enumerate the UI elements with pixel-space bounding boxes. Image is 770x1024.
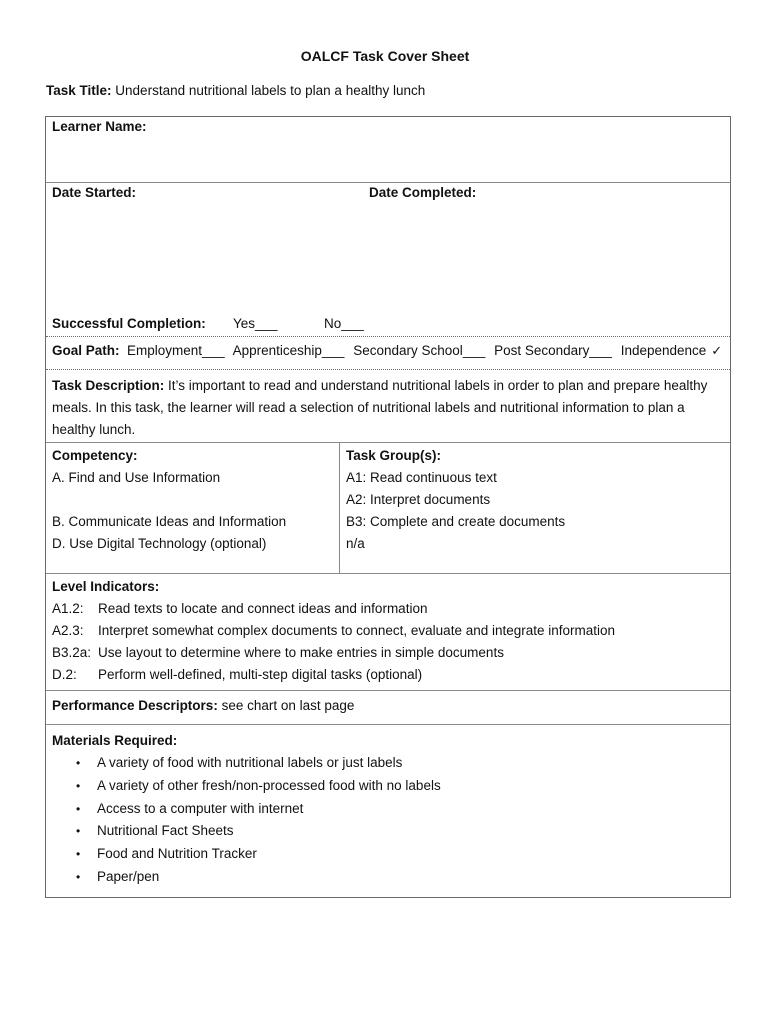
dates-completion-row <box>46 183 730 337</box>
level-text: Use layout to determine where to make entries in simple documents <box>98 645 504 660</box>
list-item: • A variety of other fresh/non-processed food with no labels <box>52 775 724 798</box>
goal-path-post-secondary[interactable]: Post Secondary___ <box>494 343 612 358</box>
level-code: A2.3: <box>52 623 84 638</box>
performance-descriptors-row <box>46 691 730 725</box>
level-code: D.2: <box>52 667 77 682</box>
competency-a: A. Find and Use Information <box>52 470 221 485</box>
level-text: Read texts to locate and connect ideas and information <box>98 601 428 616</box>
task-title <box>46 83 425 98</box>
task-description-text: It’s important to read and understand nutritional labels in order to plan and prepare healthy meals. In this task, the learner will read a selection of nutritional labels and nutritional information to plan a healthy lunch. <box>52 378 708 437</box>
list-item: • A variety of food with nutritional labels or just labels <box>52 752 724 775</box>
bullet-icon: • <box>76 824 81 839</box>
no-option[interactable]: No___ <box>324 316 364 331</box>
performance-label: Performance Descriptors: <box>52 698 218 713</box>
bullet-icon: • <box>76 847 81 862</box>
bullet-icon: • <box>76 869 81 884</box>
task-description-row <box>46 370 730 443</box>
goal-path-label: Goal Path: <box>52 343 120 358</box>
learner-name-row[interactable] <box>46 117 730 183</box>
level-indicators-row <box>46 574 730 691</box>
level-indicators-label: Level Indicators: <box>52 579 160 594</box>
page-title: OALCF Task Cover Sheet <box>300 48 470 64</box>
list-item: • Nutritional Fact Sheets <box>52 820 724 843</box>
materials-list <box>52 752 724 889</box>
bullet-icon: • <box>76 801 81 816</box>
level-code: B3.2a: <box>52 645 92 660</box>
checkmark-icon: ✓ <box>711 344 723 359</box>
materials-row <box>46 725 730 897</box>
bullet-icon: • <box>76 778 81 793</box>
task-title-label: Task Title: <box>46 83 112 98</box>
goal-path-independence[interactable] <box>621 343 728 358</box>
task-group-a2: A2: Interpret documents <box>346 492 491 507</box>
task-group-b3: B3: Complete and create documents <box>346 514 566 529</box>
task-group-a1: A1: Read continuous text <box>346 470 497 485</box>
performance-text: see chart on last page <box>221 698 355 713</box>
goal-path-secondary-school[interactable]: Secondary School___ <box>353 343 486 358</box>
task-description-label: Task Description: <box>52 378 165 393</box>
cover-sheet-form <box>45 116 731 898</box>
goal-path-apprenticeship[interactable]: Apprenticeship___ <box>232 343 345 358</box>
learner-name-label: Learner Name: <box>52 119 147 134</box>
goal-path-employment[interactable]: Employment___ <box>127 343 225 358</box>
level-indicator <box>52 620 724 642</box>
competency-label: Competency: <box>52 448 138 463</box>
competency-row <box>46 443 730 574</box>
level-text: Perform well-defined, multi-step digital tasks (optional) <box>98 667 423 682</box>
list-item: • Paper/pen <box>52 866 724 889</box>
level-indicator <box>52 664 724 686</box>
competency-d: D. Use Digital Technology (optional) <box>52 536 267 551</box>
date-completed-label: Date Completed: <box>369 185 477 200</box>
goal-path-row <box>46 337 730 370</box>
list-item: • Access to a computer with internet <box>52 798 724 821</box>
level-code: A1.2: <box>52 601 84 616</box>
level-text: Interpret somewhat complex documents to connect, evaluate and integrate information <box>98 623 616 638</box>
goal-path-independence-label: Independence <box>620 343 707 358</box>
bullet-icon: • <box>76 756 81 770</box>
date-started-label: Date Started: <box>52 185 137 200</box>
task-title-value: Understand nutritional labels to plan a healthy lunch <box>115 83 426 98</box>
yes-option[interactable]: Yes___ <box>233 316 278 331</box>
competency-b: B. Communicate Ideas and Information <box>52 514 287 529</box>
task-groups-column <box>340 443 730 573</box>
successful-completion-label: Successful Completion: <box>52 316 206 331</box>
level-indicator <box>52 598 724 620</box>
task-groups-label: Task Group(s): <box>346 448 442 463</box>
materials-label: Materials Required: <box>52 733 178 748</box>
list-item: • Food and Nutrition Tracker <box>52 843 724 866</box>
competency-column <box>46 443 340 573</box>
level-indicator <box>52 642 724 664</box>
task-group-na: n/a <box>346 536 365 551</box>
